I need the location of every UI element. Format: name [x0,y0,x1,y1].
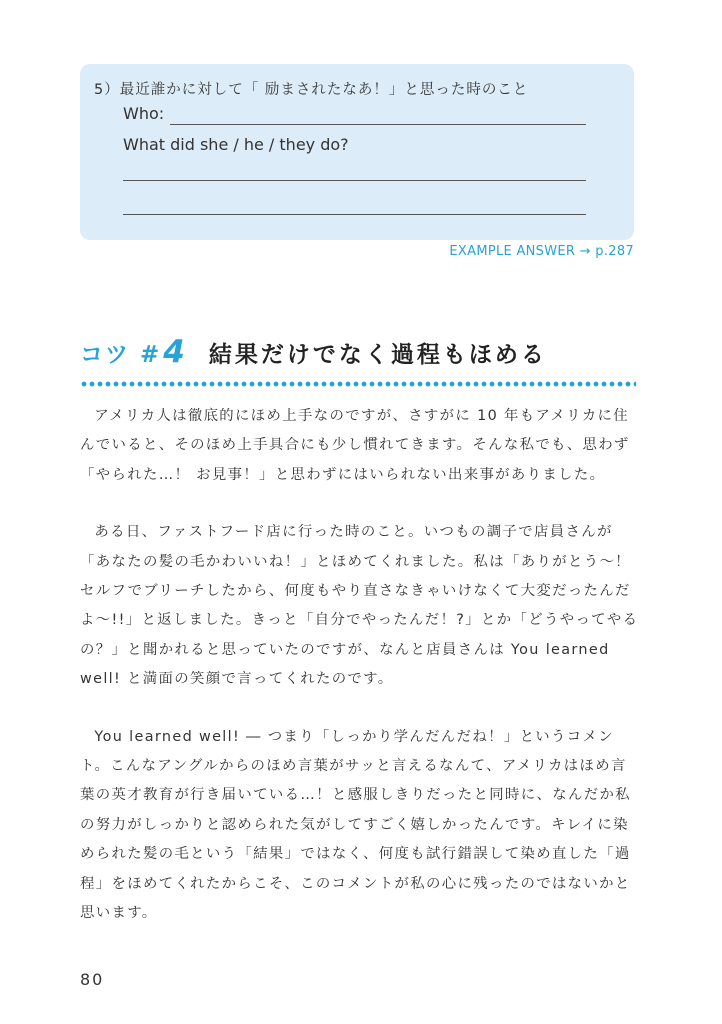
paragraph-2: ある日、ファストフード店に行った時のこと。いつもの調子で店員さんが「あなたの髪の毛かわいいね！」とほめてくれました。私は「ありがとう～！ セルフでブリーチしたから、何度もやり直さなきゃいけなくて大変だったんだよ～!!」と返しました。きっと「自分でやったんだ！?」とか「どうやってやるの？」と聞かれると思っていたのですが、なんと店員さんは You learned well! と満面の笑顔で言ってくれたのです。 [80,524,639,688]
who-label: Who: [123,104,165,123]
who-answer-line[interactable] [170,124,586,125]
tip-heading [80,334,547,378]
paragraph-3: You learned well! ― つまり「しっかり学んだんだね！」というコメント。こんなアングルからのほめ言葉がサッと言えるなんて、アメリカはほめ言葉の英才教育が行き届いている…！と感服しきりだったと同時に、なんだか私の努力がしっかりと認められた気がしてすごく嬉しかったんです。キレイに染められた髪の毛という「結果」ではなく、何度も試行錯誤して染め直した「過程」をほめてくれたからこそ、このコメントが私の心に残ったのではないかと思います。 [80,728,631,922]
body-text [80,402,640,957]
paragraph-1: アメリカ人は徹底的にほめ上手なのですが、さすがに 10 年もアメリカに住んでいると、そのほめ上手具合にも少し慣れてきます。そんな私でも、思わず「やられた…！ お見事！」と思わずにはいられない出来事がありました。 [80,408,630,483]
example-answer-link[interactable]: EXAMPLE ANSWER → p.287 [449,244,634,259]
tip-number: 4 [163,334,185,370]
dotted-divider [80,381,636,387]
tip-label: コツ # [80,342,162,368]
what-answer-line-1[interactable] [123,180,586,181]
exercise-box [80,64,634,240]
what-answer-line-2[interactable] [123,214,586,215]
exercise-prompt: 5）最近誰かに対して「 励まされたなあ！」と思った時のこと [94,82,529,98]
what-label: What did she / he / they do? [123,135,349,154]
page-number: 80 [80,970,105,989]
tip-title: 結果だけでなく過程もほめる [208,342,547,368]
